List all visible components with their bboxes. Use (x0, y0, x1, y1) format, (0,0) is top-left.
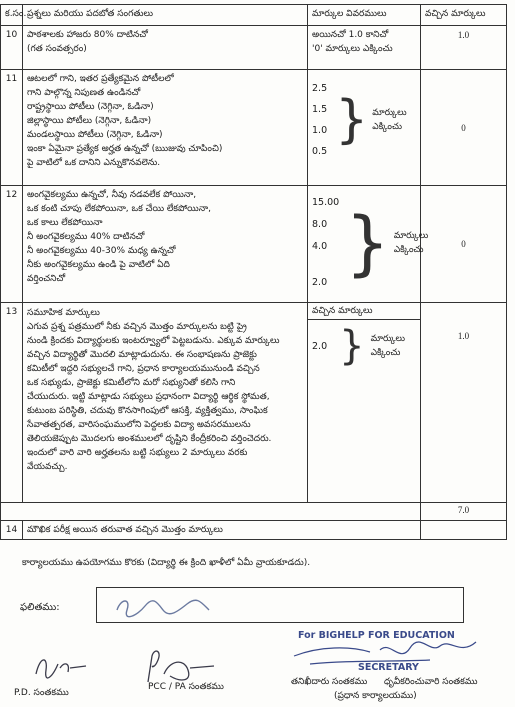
org-stamp-line2: SECRETARY (358, 662, 419, 673)
marks-value: 0 (461, 122, 466, 133)
header-serial: క.సం. (1, 5, 23, 26)
details-line: '0' మార్కులు ఎక్కించు (312, 44, 393, 54)
table-row (1, 186, 507, 303)
marks-label: ఎక్కించు (393, 245, 424, 255)
brace-icon: } (339, 323, 365, 369)
header-details: మార్కుల వివరములు (308, 5, 421, 26)
value-option: 4.0 (312, 241, 328, 252)
pcc-signature-label: PCC / PA సంతకము (148, 682, 224, 692)
row-question: మౌఖిక పరీక్ష అయిన తరువాత వచ్చిన మొత్తం మార్కులు (23, 521, 421, 540)
value-option: 2.0 (312, 340, 328, 352)
question-line: వేయవచ్చు. (27, 462, 68, 472)
table-row (1, 26, 507, 70)
question-line: ఒక కంటి చూపు లేకపోయినా, ఒక చేయి లేకపోయినా, (27, 204, 211, 214)
result-box (96, 587, 464, 623)
question-line: పై వాటిలో ఒక దానిని ఎన్నుకొనవలెను. (27, 158, 161, 168)
question-line: సేవాతత్పరత, వారిసంఘములోని పెద్దలకు విద్యా అవసరములను (27, 420, 251, 430)
row-question (23, 303, 308, 503)
header-question: ప్రశ్నలు మరియు పదబోత సంగతులు (23, 5, 308, 26)
subheader-marks: వచ్చిన మార్కులు (308, 303, 420, 320)
question-line: ఇంకా ఏమైనా ప్రత్యేక అర్హత ఉన్నచో (ఋజువు చూపించి) (27, 144, 223, 154)
value-option: 2.0 (312, 277, 328, 288)
question-line: సమూహిక మార్కులు (27, 308, 100, 318)
org-stamp-line1: For BIGHELP FOR EDUCATION (298, 630, 455, 641)
question-line: (గత సంవత్సరం) (27, 44, 87, 54)
marks-table (0, 4, 507, 540)
pd-signature-label: P.D. సంతకము (14, 688, 69, 698)
brace-icon: } (345, 202, 390, 284)
value-option: 15.00 (312, 197, 340, 208)
marks-label: మార్కులు (372, 108, 407, 118)
total-marks: 7.0 (421, 503, 507, 521)
marks-awarded: 1.0 (421, 26, 507, 70)
question-line: ఆటలలో గాని, ఇతర ప్రత్యేకమైన పోటీలలో (27, 74, 174, 84)
value-option: 1.0 (312, 125, 328, 136)
table-header-row (1, 5, 507, 26)
question-line: మండలస్థాయి పోటీలు (నెగ్గినా, ఓడినా) (27, 130, 163, 140)
marks-label: ఎక్కించు (372, 122, 402, 132)
question-line: ఒక కాలు లేకపోయినా (27, 218, 103, 228)
row-number: 13 (1, 303, 23, 503)
question-line: జిల్లాస్థాయి పోటీలు (నెగ్గినా, ఓడినా) (27, 116, 152, 126)
question-line: కమిటీలో ఇద్దరి సభ్యులచే గాని, ప్రధాన కార్యాలయమునుండి వచ్చిన (27, 364, 260, 374)
value-option: 8.0 (312, 219, 328, 230)
question-line: వచ్చిన విద్యార్థితో మొదలి మాట్లాడుదును. ఈ సంభాషణను ప్రాజెక్టు (27, 350, 257, 360)
row-number: 12 (1, 186, 23, 303)
office-note: కార్యాలయము ఉపయోగము కొరకు (విద్యార్థి ఈ క్రింది ఖాళీలో ఏమీ వ్రాయకూడదు). (22, 558, 311, 568)
marks-label: మార్కులు (393, 231, 429, 241)
pd-signature-icon (30, 648, 90, 684)
row-details (308, 26, 421, 70)
verifier-signature-label: ధృవీకరించువారి సంతకము (384, 677, 478, 687)
question-line: నీకు అంగవైకల్యము ఉండి పై వాటిలో ఏది (27, 260, 170, 270)
total-row (1, 503, 507, 521)
question-line: ఎగువ ప్రశ్న పత్రములో నీకు వచ్చిన మొత్తం మార్కులను బట్టి ప్రై (27, 322, 247, 332)
row-details (308, 70, 421, 186)
table-row (1, 521, 507, 540)
question-line: ఒక సభ్యుడు, ప్రాజెక్టు కమిటీలోని మరో సభ్యునితో కలిసి గాని (27, 378, 236, 388)
value-option: 0.5 (312, 146, 328, 157)
details-line: అయినచో 1.0 కానిచో (312, 30, 389, 40)
row-number: 10 (1, 26, 23, 70)
table-row (1, 70, 507, 186)
row-details (308, 186, 429, 303)
question-line: రాష్ట్రస్థాయి పోటీలు (నెగ్గినా, ఓడినా) (27, 102, 154, 112)
handwritten-result-icon (97, 588, 237, 622)
row-number: 11 (1, 70, 23, 186)
question-line: వర్తించనిచో (27, 274, 66, 284)
question-line: నుండి క్రిందకు విద్యార్థులకు ఇంటర్వ్యూలో పెట్టబడును. ఎక్కువ మార్కులు (27, 336, 280, 346)
value-option: 2.5 (312, 83, 328, 94)
result-label: ఫలితము: (20, 602, 60, 613)
row-details (308, 303, 421, 503)
question-line: ఇందులో వారి వారి అర్హతలను బట్టి సభ్యులు 2 మార్కులు వరకు (27, 448, 248, 458)
question-line: నీ అంగవైకల్యము 40-30% మధ్య ఉన్నచో (27, 246, 176, 256)
row-number: 14 (1, 521, 23, 540)
value-option: 1.5 (312, 104, 328, 115)
marks-awarded (421, 186, 507, 303)
inspector-signature-label: తనిఖీదారు సంతకము (291, 677, 368, 687)
total-spacer (1, 503, 421, 521)
hq-label: (ప్రధాన కార్యాలయము) (334, 691, 417, 701)
question-line: అంగవైకల్యము ఉన్నచో, నీవు నడవలేక పోయినా, (27, 190, 197, 200)
question-line: చేయుదురు. ఇట్టి మాట్లాడు సభ్యులు ప్రధానంగా విద్యార్థి ఆర్థిక స్థోమత, (27, 392, 270, 402)
row-question (23, 26, 308, 70)
question-line: తెలియజెప్పుట మొదలగు అంశములలో దృష్టిని కేంద్రీకరించి వర్తించెదరు. (27, 434, 272, 444)
stamp-signature-icon (290, 636, 480, 672)
marks-awarded (421, 303, 507, 503)
row-question (23, 70, 308, 186)
table-row (1, 303, 507, 503)
marks-label: ఎక్కించు (370, 348, 401, 358)
marks-value: 0 (461, 239, 466, 249)
question-line: నీ అంగవైకల్యము 40% దాటినచో (27, 232, 145, 242)
marks-label: మార్కులు (370, 334, 405, 344)
marks-awarded (421, 70, 507, 186)
question-line: కుటుంబ పరిస్థితి, చదువు కొనసాగింపులో ఆసక్తి, వ్యక్తిత్వము, సాంఘిక (27, 406, 268, 416)
question-line: పాఠశాలకు హాజరు 80% దాటినచో (27, 30, 148, 40)
row-question (23, 186, 308, 303)
marks-awarded (421, 521, 507, 540)
brace-icon: } (335, 90, 369, 150)
header-marks: వచ్చిన మార్కులు (421, 5, 507, 26)
marks-value: 1.0 (457, 331, 470, 341)
question-line: గాని పాల్గొన్న నిపుణత ఉండినచో (27, 88, 141, 98)
